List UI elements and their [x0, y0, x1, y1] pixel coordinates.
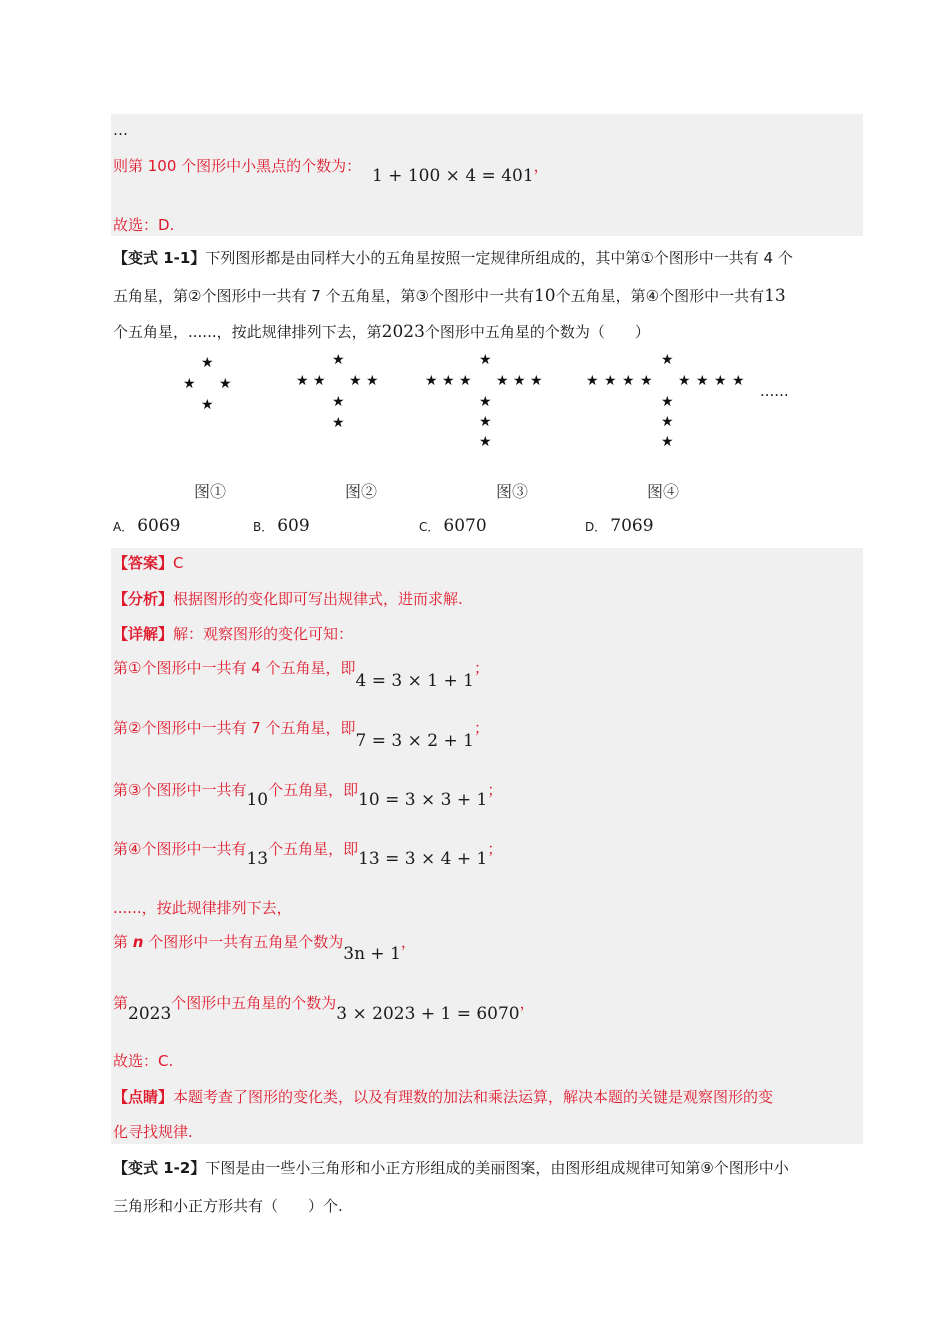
option-c[interactable]: [419, 516, 487, 536]
next-problem-tag: 【变式 1-2】: [113, 1159, 206, 1177]
step-4-num: 13: [246, 849, 269, 869]
star-icon: ★: [586, 373, 599, 389]
step-1: [113, 658, 489, 691]
problem-num-2023: 2023: [381, 322, 425, 342]
analysis-line: [113, 589, 463, 609]
next-problem-text-1: 下图是由一些小三角形和小正方形组成的美丽图案，由图形组成规律可知第⑨个图形中小: [205, 1159, 789, 1177]
option-c-label: C．: [419, 520, 440, 534]
analysis-text: 根据图形的变化即可写出规律式，进而求解.: [173, 590, 463, 608]
option-b-value: 609: [277, 516, 310, 536]
problem-line-3: [113, 322, 650, 342]
star-icon: ★: [696, 373, 709, 389]
problem-line-1: [113, 248, 793, 268]
star-icon: ★: [732, 373, 745, 389]
option-b[interactable]: [253, 516, 310, 536]
step-3-text-a: 第③个图形中一共有: [113, 781, 247, 799]
tip-tag: 【点睛】: [113, 1088, 174, 1106]
star-icon: ★: [496, 373, 509, 389]
star-icon: ★: [661, 434, 674, 450]
figure-caption-1: 图①: [194, 482, 227, 501]
star-icon: ★: [661, 394, 674, 410]
step-1-math: 4 = 3 × 1 + 1: [355, 671, 474, 691]
answer-value: C: [173, 554, 184, 572]
general-term-text-b: 个图形中一共有五角星个数为: [143, 933, 344, 951]
star-icon: ★: [313, 373, 326, 389]
problem-text-2a: 五角星，第②个图形中一共有 7 个五角星，第③个图形中一共有: [113, 287, 534, 305]
top-result-math: 1 + 100 × 4 = 401: [371, 166, 534, 186]
year-text-b: 个图形中五角星的个数为: [171, 994, 337, 1012]
star-icon: ★: [332, 352, 345, 368]
star-icon: ★: [442, 373, 455, 389]
star-icon: ★: [332, 415, 345, 431]
step-4-text-a: 第④个图形中一共有: [113, 840, 247, 858]
option-d-label: D．: [585, 520, 607, 534]
step-3: [113, 780, 503, 810]
option-c-value: 6070: [443, 516, 487, 536]
year-comma: ，: [519, 994, 535, 1012]
step-1-semi: ；: [473, 659, 489, 677]
general-term-var: n: [132, 933, 144, 951]
star-icon: ★: [714, 373, 727, 389]
star-icon: ★: [349, 373, 362, 389]
figure-caption-2: 图②: [345, 482, 378, 501]
star-icon: ★: [604, 373, 617, 389]
star-icon: ★: [183, 376, 196, 392]
star-icon: ★: [661, 414, 674, 430]
option-d-value: 7069: [610, 516, 654, 536]
star-icon: ★: [366, 373, 379, 389]
problem-tag: 【变式 1-1】: [113, 249, 206, 267]
star-icon: ★: [459, 373, 472, 389]
step-3-text-b: 个五角星，即: [268, 781, 359, 799]
answer-line: [113, 553, 184, 573]
option-a[interactable]: [113, 516, 180, 536]
detail-line: [113, 624, 353, 644]
tip-line-1: [113, 1087, 773, 1107]
top-ellipsis: …: [113, 121, 128, 139]
problem-text-1: 下列图形都是由同样大小的五角星按照一定规律所组成的，其中第①个图形中一共有 4 个: [205, 249, 793, 267]
star-icon: ★: [640, 373, 653, 389]
star-icon: ★: [479, 352, 492, 368]
problem-line-2: [113, 286, 786, 306]
figure-caption-3: 图③: [496, 482, 529, 501]
year-line: [113, 993, 535, 1024]
step-2-semi: ；: [473, 719, 489, 737]
detail-text: 解：观察图形的变化可知：: [173, 625, 354, 643]
problem-num-10: 10: [533, 286, 556, 306]
step-2-text: 第②个图形中一共有 7 个五角星，即: [113, 719, 356, 737]
star-icon: ★: [425, 373, 438, 389]
step-3-math: 10 = 3 × 3 + 1: [358, 790, 488, 810]
next-problem-line-2: 三角形和小正方形共有（ ）个.: [113, 1197, 343, 1215]
star-icon: ★: [479, 434, 492, 450]
step-3-num: 10: [246, 790, 269, 810]
star-icon: ★: [678, 373, 691, 389]
star-icon: ★: [513, 373, 526, 389]
year-text-a: 第: [113, 994, 129, 1012]
problem-text-3a: 个五角星，......，按此规律排列下去，第: [113, 323, 382, 341]
step-4-semi: ；: [487, 840, 503, 858]
top-result-line: [113, 156, 549, 186]
problem-text-2b: 个五角星，第④个图形中一共有: [555, 287, 765, 305]
year-num: 2023: [128, 1004, 172, 1024]
rule-line: ......，按此规律排列下去，: [113, 899, 292, 917]
general-term-math: 3n + 1: [343, 944, 401, 964]
star-icon: ★: [622, 373, 635, 389]
tip-text-1: 本题考查了图形的变化类，以及有理数的加法和乘法运算，解决本题的关键是观察图形的变: [173, 1088, 774, 1106]
next-problem-line-1: [113, 1158, 789, 1178]
step-2-math: 7 = 3 × 2 + 1: [355, 731, 474, 751]
option-d[interactable]: [585, 516, 654, 536]
star-icon: ★: [201, 355, 214, 371]
year-math: 3 × 2023 + 1 = 6070: [336, 1004, 520, 1024]
step-2: [113, 718, 489, 751]
option-a-value: 6069: [137, 516, 181, 536]
problem-num-13: 13: [764, 286, 786, 306]
top-result-text: 则第 100 个图形中小黑点的个数为：: [113, 157, 362, 175]
star-icon: ★: [479, 414, 492, 430]
tip-line-2: 化寻找规律.: [113, 1123, 193, 1141]
detail-tag: 【详解】: [113, 625, 174, 643]
star-icon: ★: [479, 394, 492, 410]
general-term-comma: ，: [400, 933, 416, 951]
more-ellipsis: ......: [760, 382, 789, 400]
answer-choose: 故选：C.: [113, 1052, 174, 1070]
top-choose: 故选：D.: [113, 216, 175, 234]
general-term-line: [113, 932, 416, 964]
problem-text-3b: 个图形中五角星的个数为（ ）: [424, 323, 650, 341]
step-1-text: 第①个图形中一共有 4 个五角星，即: [113, 659, 356, 677]
star-icon: ★: [661, 352, 674, 368]
star-icon: ★: [296, 373, 309, 389]
step-3-semi: ；: [487, 781, 503, 799]
general-term-text-a: 第: [113, 933, 133, 951]
analysis-tag: 【分析】: [113, 590, 174, 608]
step-4-text-b: 个五角星，即: [268, 840, 359, 858]
option-b-label: B．: [253, 520, 274, 534]
top-result-end: ，: [533, 157, 549, 175]
star-icon: ★: [530, 373, 543, 389]
figure-caption-4: 图④: [647, 482, 680, 501]
star-icon: ★: [332, 394, 345, 410]
step-4-math: 13 = 3 × 4 + 1: [358, 849, 488, 869]
star-icon: ★: [219, 376, 232, 392]
option-a-label: A．: [113, 520, 134, 534]
answer-tag: 【答案】: [113, 554, 174, 572]
step-4: [113, 839, 503, 869]
star-icon: ★: [201, 397, 214, 413]
